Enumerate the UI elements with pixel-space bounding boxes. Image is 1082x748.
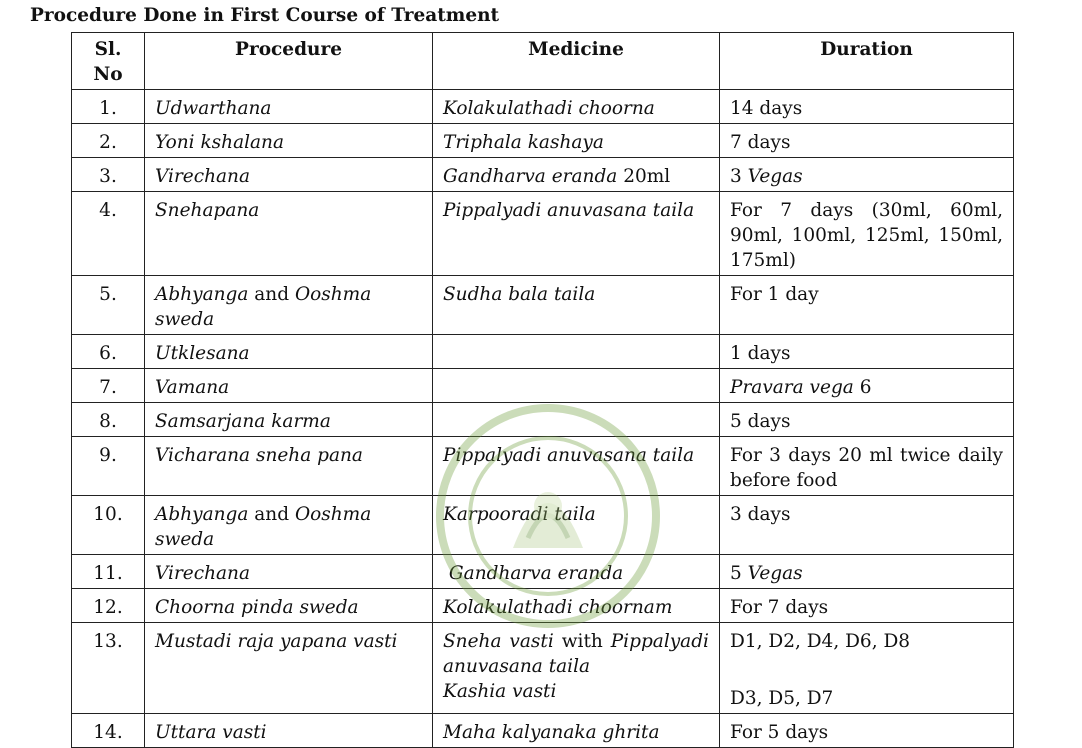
cell-sl: 2. (72, 124, 145, 158)
table-row (72, 589, 1014, 623)
duration-text: For 5 days (730, 722, 829, 743)
duration-text: 3 days (730, 504, 791, 525)
procedure-text-2: Ooshma sweda (155, 504, 372, 550)
table-row (72, 437, 1014, 496)
cell-duration (720, 714, 1014, 748)
cell-duration (720, 496, 1014, 555)
procedure-table (71, 32, 1014, 748)
cell-medicine (433, 437, 720, 496)
medicine-line-1 (443, 629, 709, 654)
cell-sl: 5. (72, 276, 145, 335)
cell-procedure (145, 496, 433, 555)
medicine-text: Maha kalyanaka ghrita (443, 722, 660, 743)
procedure-text: Choorna pinda sweda (155, 597, 359, 618)
duration-spacer (730, 654, 1003, 686)
cell-procedure (145, 276, 433, 335)
cell-duration (720, 335, 1014, 369)
medicine-text: Kolakulathadi choorna (443, 98, 655, 119)
duration-text: 7 days (730, 132, 791, 153)
cell-medicine (433, 623, 720, 714)
cell-sl: 9. (72, 437, 145, 496)
procedure-text: Udwarthana (155, 98, 272, 119)
cell-medicine (433, 496, 720, 555)
procedure-conjunction: and (248, 284, 295, 305)
cell-sl: 8. (72, 403, 145, 437)
medicine-text: Gandharva eranda (443, 166, 618, 187)
medicine-word: with (561, 631, 603, 652)
table-row (72, 335, 1014, 369)
cell-procedure (145, 589, 433, 623)
cell-procedure (145, 90, 433, 124)
duration-text: For 3 days 20 ml twice daily before food (730, 445, 1003, 491)
procedure-text: Virechana (155, 166, 250, 187)
cell-medicine (433, 158, 720, 192)
duration-text: Pravara vega (730, 377, 854, 398)
procedure-text: Utklesana (155, 343, 250, 364)
medicine-text: Triphala kashaya (443, 132, 604, 153)
medicine-line-2: anuvasana taila (443, 656, 591, 677)
header-procedure: Procedure (145, 33, 433, 90)
cell-sl: 11. (72, 555, 145, 589)
duration-text: 3 (730, 166, 748, 187)
procedure-text: Vicharana sneha pana (155, 445, 363, 466)
cell-duration (720, 623, 1014, 714)
cell-medicine (433, 403, 720, 437)
cell-medicine (433, 335, 720, 369)
cell-procedure (145, 369, 433, 403)
cell-sl: 7. (72, 369, 145, 403)
duration-text: 5 days (730, 411, 791, 432)
medicine-text: Karpooradi taila (443, 504, 596, 525)
cell-duration (720, 158, 1014, 192)
procedure-text-2: Ooshma sweda (155, 284, 372, 330)
medicine-word: Pippalyadi (610, 631, 709, 652)
table-row (72, 623, 1014, 714)
table-row (72, 555, 1014, 589)
procedure-text: Mustadi raja yapana vasti (155, 631, 398, 652)
cell-procedure (145, 403, 433, 437)
medicine-text: Gandharva eranda (443, 563, 624, 584)
cell-sl: 14. (72, 714, 145, 748)
cell-sl: 3. (72, 158, 145, 192)
duration-text: For 7 days (730, 597, 829, 618)
cell-duration (720, 369, 1014, 403)
cell-procedure (145, 192, 433, 276)
table-row (72, 192, 1014, 276)
cell-duration (720, 90, 1014, 124)
procedure-text: Vamana (155, 377, 230, 398)
procedure-text: Abhyanga (155, 284, 249, 305)
duration-text: For 1 day (730, 284, 819, 305)
cell-duration (720, 403, 1014, 437)
cell-procedure (145, 555, 433, 589)
cell-sl: 6. (72, 335, 145, 369)
medicine-text: Pippalyadi anuvasana taila (443, 445, 695, 466)
page-title: Procedure Done in First Course of Treatment (30, 5, 500, 26)
cell-medicine (433, 276, 720, 335)
duration-unit: Vegas (747, 166, 803, 187)
duration-unit: Vegas (747, 563, 803, 584)
table-row (72, 276, 1014, 335)
cell-sl: 4. (72, 192, 145, 276)
cell-medicine (433, 555, 720, 589)
cell-sl: 10. (72, 496, 145, 555)
cell-procedure (145, 623, 433, 714)
cell-medicine (433, 714, 720, 748)
table-row (72, 158, 1014, 192)
duration-text: For 7 days (30ml, 60ml, 90ml, 100ml, 125ml, 150ml, 175ml) (730, 200, 1003, 271)
cell-sl: 1. (72, 90, 145, 124)
cell-duration (720, 589, 1014, 623)
cell-duration (720, 437, 1014, 496)
header-medicine: Medicine (433, 33, 720, 90)
table-header-row (72, 33, 1014, 90)
procedure-conjunction: and (248, 504, 295, 525)
cell-duration (720, 555, 1014, 589)
procedure-text: Snehapana (155, 200, 260, 221)
duration-line-1: D1, D2, D4, D6, D8 (730, 631, 911, 652)
duration-line-2: D3, D5, D7 (730, 688, 834, 709)
table-row (72, 403, 1014, 437)
cell-sl: 13. (72, 623, 145, 714)
procedure-text: Yoni kshalana (155, 132, 284, 153)
medicine-word: vasti (509, 631, 554, 652)
medicine-text: Kolakulathadi choornam (443, 597, 673, 618)
table-row (72, 714, 1014, 748)
header-sl-no: Sl. No (72, 33, 145, 90)
table-row (72, 496, 1014, 555)
cell-procedure (145, 335, 433, 369)
cell-procedure (145, 714, 433, 748)
cell-sl: 12. (72, 589, 145, 623)
cell-medicine (433, 124, 720, 158)
cell-procedure (145, 124, 433, 158)
table-row (72, 124, 1014, 158)
cell-duration (720, 192, 1014, 276)
cell-duration (720, 124, 1014, 158)
cell-medicine (433, 90, 720, 124)
table-row (72, 90, 1014, 124)
cell-procedure (145, 158, 433, 192)
cell-duration (720, 276, 1014, 335)
procedure-text: Abhyanga (155, 504, 249, 525)
cell-medicine (433, 192, 720, 276)
procedure-text: Samsarjana karma (155, 411, 331, 432)
medicine-text: Sudha bala taila (443, 284, 596, 305)
table-row (72, 369, 1014, 403)
cell-procedure (145, 437, 433, 496)
duration-text: 14 days (730, 98, 803, 119)
medicine-dose: 20ml (617, 166, 671, 187)
medicine-line-3: Kashia vasti (443, 681, 557, 702)
medicine-word: Sneha (443, 631, 502, 652)
cell-medicine (433, 589, 720, 623)
header-duration: Duration (720, 33, 1014, 90)
procedure-text: Virechana (155, 563, 250, 584)
duration-text: 5 (730, 563, 748, 584)
procedure-text: Uttara vasti (155, 722, 267, 743)
duration-value: 6 (853, 377, 872, 398)
cell-medicine (433, 369, 720, 403)
duration-text: 1 days (730, 343, 791, 364)
medicine-text: Pippalyadi anuvasana taila (443, 200, 695, 221)
